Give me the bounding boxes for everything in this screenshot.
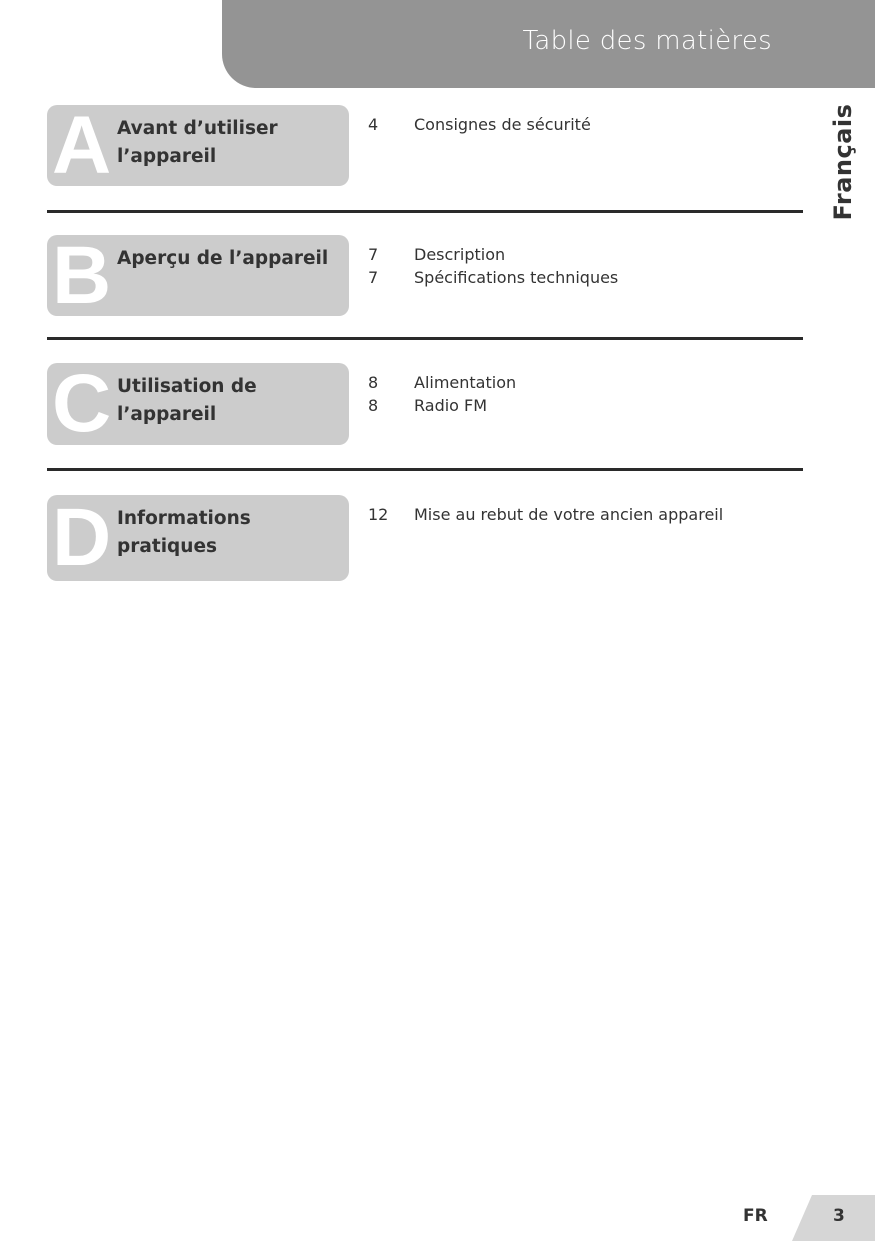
section-title: Aperçu de l’appareil [117,248,329,269]
toc-entry-page: 8 [368,396,379,415]
section-divider [47,337,803,340]
section-letter: B [52,235,112,316]
toc-entries [368,504,723,527]
toc-entry[interactable] [368,395,516,418]
section-letter: D [52,495,112,581]
section-letter: C [52,363,112,445]
toc-entry-label: Consignes de sécurité [414,115,591,134]
toc-entry[interactable] [368,114,591,137]
language-tab [815,102,871,222]
section-letter: A [52,105,112,186]
toc-entry-page: 7 [368,268,379,287]
toc-entries [368,114,591,137]
toc-entry-label: Mise au rebut de votre ancien appareil [414,505,724,524]
section-divider [47,468,803,471]
toc-entry[interactable] [368,504,723,527]
section-badge [47,105,349,186]
page-title: Table des matières [522,26,772,56]
toc-entries [368,244,618,290]
section-badge [47,495,349,581]
toc-entry-label: Radio FM [414,396,488,415]
toc-entry-page: 8 [368,373,379,392]
section-badge [47,363,349,445]
section-title: Avant d’utiliser l’appareil [117,118,278,167]
toc-entry[interactable] [368,267,618,290]
toc-entry-page: 12 [368,505,389,524]
language-tab-label: Français [829,103,857,221]
toc-entry-label: Spécifications techniques [414,268,619,287]
toc-entry-label: Description [414,245,506,264]
toc-entries [368,372,516,418]
section-title: Informations pratiques [117,508,251,557]
toc-entry-page: 4 [368,115,379,134]
toc-entry-label: Alimentation [414,373,517,392]
toc-entry[interactable] [368,244,618,267]
page-number: 3 [833,1206,845,1226]
section-title: Utilisation de l’appareil [117,376,257,425]
footer-language: FR [743,1206,768,1226]
section-badge [47,235,349,316]
section-divider [47,210,803,213]
toc-entry-page: 7 [368,245,379,264]
toc-entry[interactable] [368,372,516,395]
header-banner [222,0,875,88]
